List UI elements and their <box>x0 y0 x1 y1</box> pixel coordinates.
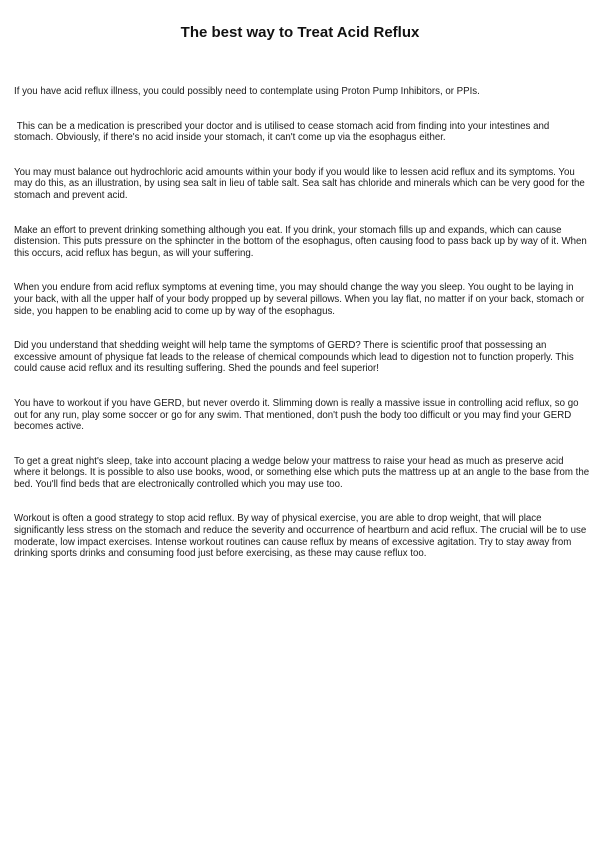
paragraph: This can be a medication is prescribed your doctor and is utilised to cease stomach acid from finding into your intestines and stomach. Obviously, if there's no acid inside your stomach, it can't come up via the esophagus either. <box>14 120 552 144</box>
paragraph: Did you understand that shedding weight will help tame the symptoms of GERD? There is scientific proof that possessing an excessive amount of physique fat leads to the release of chemical compounds which lead to digestion not to function properly. This could cause acid reflux and its resulting suffering. Shed the pounds and feel superior! <box>14 340 577 375</box>
paragraph: You have to workout if you have GERD, but never overdo it. Slimming down is really a massive issue in controlling acid reflux, so go out for any run, play some soccer or go for any swim. That mentioned, don't push the body too difficult or you may find your GERD becomes active. <box>14 397 582 433</box>
paragraph: If you have acid reflux illness, you could possibly need to contemplate using Proton Pump Inhibitors, or PPIs. <box>14 86 480 97</box>
paragraph: When you endure from acid reflux symptoms at evening time, you may should change the way you sleep. You ought to be laying in your back, with all the upper half of your body propped up by several pillows. When you lay flat, no matter if on your back, stomach or side, you happen to be enabling acid to come up by way of the esophagus. <box>14 282 587 317</box>
paragraph: To get a great night's sleep, take into account placing a wedge below your mattress to raise your head as much as preserve acid where it belongs. It is possible to also use books, wood, or something else which puts the mattress up at an angle to the base from the bed. You'll find beds that are electronically controlled which you may use too. <box>14 455 592 490</box>
document-body <box>14 86 590 583</box>
page-title: The best way to Treat Acid Reflux <box>180 24 420 41</box>
paragraph: You may must balance out hydrochloric acid amounts within your body if you would like to lessen acid reflux and its symptoms. You may do this, as an illustration, by using sea salt in lieu of table salt. Sea salt has chloride and minerals which can be very good for the stomach and prevent acid. <box>14 166 588 201</box>
paragraph: Workout is often a good strategy to stop acid reflux. By way of physical exercise, you are able to drop weight, that will place significantly less stress on the stomach and reduce the severity and occurrence of heartburn and acid reflux. The crucial will be to use moderate, low impact exercises. Intense workout routines can cause reflux by means of excessive agitation. Try to stay away from drinking sports drinks and consuming food just before exercising, as these may cause reflux too. <box>14 513 589 560</box>
paragraph: Make an effort to prevent drinking something although you eat. If you drink, your stomach fills up and expands, which can cause distension. This puts pressure on the sphincter in the bottom of the esophagus, often causing food to pass back up by way of it. When this occurs, acid reflux has begun, as will your suffering. <box>14 224 590 259</box>
